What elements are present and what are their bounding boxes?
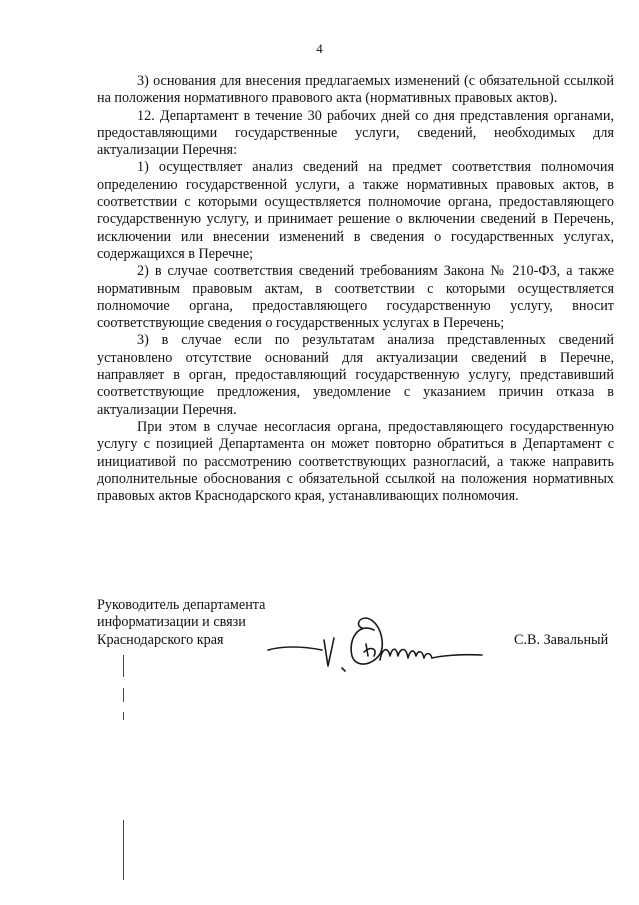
- document-body: [97, 73, 614, 505]
- signer-position-line-2: информатизации и связи: [97, 614, 246, 631]
- page-number: 4: [316, 41, 323, 56]
- signer-position-line-1: Руководитель департамента: [97, 597, 266, 613]
- paragraph-disagreement: При этом в случае несогласия органа, предоставляющего государственную услугу с позицией Департамента он может повторно обратиться в Департамент с инициативой по рассмотрению соответствующих разногласий, а также направить дополнительные обоснования с обязательной ссылкой на положения нормативных правовых актов Краснодарского края, устанавливающих полномочия.: [97, 418, 614, 505]
- paragraph-12-3: 3) в случае если по результатам анализа представленных сведений установлено отсутствие оснований для актуализации сведений в Перечне, направляет в орган, предоставляющий государственную услугу, представивший соответствующие предложения, уведомление с указанием причин отказа в актуализации Перечня.: [97, 332, 614, 418]
- margin-mark: [123, 712, 124, 720]
- paragraph-grounds: 3) основания для внесения предлагаемых изменений (с обязательной ссылкой на положения нормативного правового акта (нормативных правовых актов).: [97, 73, 614, 107]
- signer-position: [97, 597, 265, 649]
- handwritten-signature: [262, 600, 492, 680]
- signer-position-line-3: Краснодарского края: [97, 631, 224, 648]
- paragraph-12: 12. Департамент в течение 30 рабочих дней со дня представления органами, предоставляющими государственные услуги, сведений, необходимых для актуализации Перечня:: [97, 107, 614, 159]
- margin-mark: [123, 820, 124, 880]
- margin-mark: [123, 688, 124, 702]
- signer-name: С.В. Завальный: [514, 632, 609, 648]
- paragraph-12-2: 2) в случае соответствия сведений требованиям Закона № 210-ФЗ, а также нормативным правовым актам, в соответствии с которыми осуществляется полномочие органа, предоставляющего государственную услугу, вносит соответствующие сведения о государственных услугах в Перечень;: [97, 263, 614, 332]
- paragraph-12-1: 1) осуществляет анализ сведений на предмет соответствия полномочия определению государственной услуги, а также нормативных правовых актов, в соответствии с которыми осуществляется полномочие органа, предоставляющего государственную услугу, и принимает решение о включении сведений в Перечень, исключении или внесении изменений в сведения о государственных услугах, содержащихся в Перечне;: [97, 159, 614, 262]
- margin-mark: [123, 655, 124, 677]
